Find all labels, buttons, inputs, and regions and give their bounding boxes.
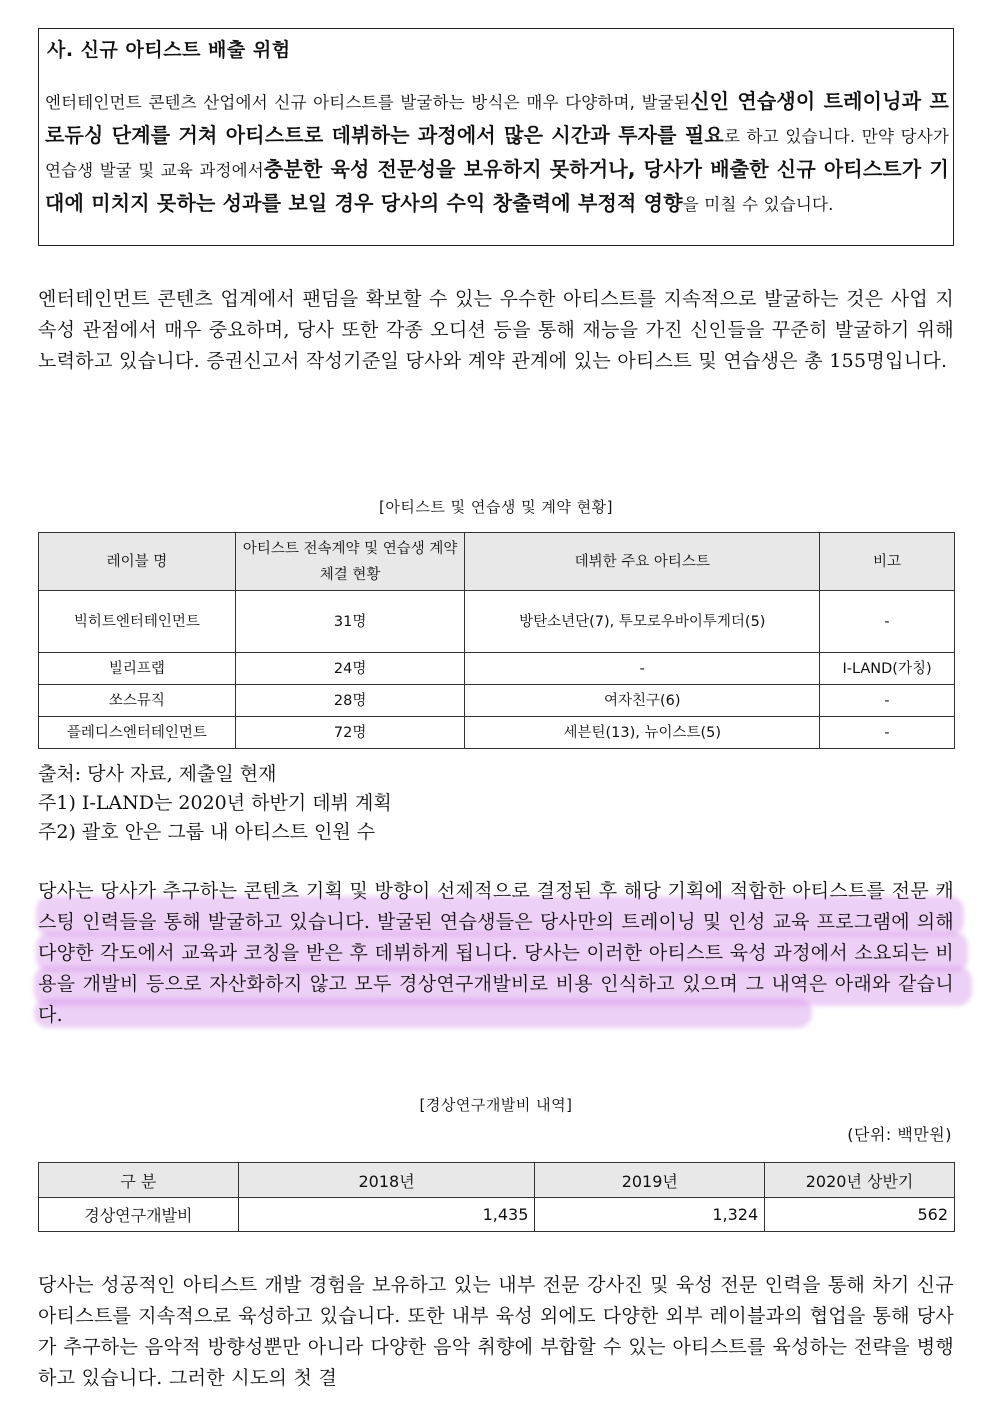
cell: 31명 — [235, 591, 465, 653]
artist-contract-table — [38, 532, 955, 749]
cell: 경상연구개발비 — [39, 1198, 239, 1232]
paragraph-training: 당사는 당사가 추구하는 콘텐츠 기획 및 방향이 선제적으로 결정된 후 해당 기획에 적합한 아티스트를 전문 캐스팅 인력들을 통해 발굴하고 있습니다. 발굴된 연습생들은 당사만의 트레이닝 및 인성 교육 프로그램에 의해 다양한 각도에서 교육과 코칭을 받은 후 데뷔하게 됩니다. 당사는 이러한 아티스트 육성 과정에서 소요되는 비용을 개발비 등으로 자산화하지 않고 모두 경상연구개발비로 비용 인식하고 있으며 그 내역은 아래와 같습니다. — [38, 880, 955, 1026]
header-contracts: 아티스트 전속계약 및 연습생 계약 체결 현황 — [235, 533, 465, 591]
cell: - — [820, 717, 955, 749]
risk-title: 사. 신규 아티스트 배출 위험 — [47, 39, 291, 61]
cell: - — [820, 591, 955, 653]
cell: 세븐틴(13), 뉴이스트(5) — [465, 717, 820, 749]
cell: 빅히트엔터테인먼트 — [39, 591, 236, 653]
risk-box — [38, 28, 954, 246]
table-notes — [38, 760, 392, 847]
header-2020h1: 2020년 상반기 — [765, 1163, 955, 1198]
note-source: 출처: 당사 자료, 제출일 현재 — [38, 763, 277, 785]
table-header-row — [39, 533, 955, 591]
table1-caption: [아티스트 및 연습생 및 계약 현황] — [379, 498, 613, 516]
risk-body — [45, 85, 949, 221]
table-row — [39, 653, 955, 685]
cell: 1,324 — [535, 1198, 765, 1232]
cell: 1,435 — [238, 1198, 535, 1232]
table-header-row — [39, 1163, 955, 1198]
cell: 방탄소년단(7), 투모로우바이투게더(5) — [465, 591, 820, 653]
cell: - — [820, 685, 955, 717]
header-category: 구 분 — [39, 1163, 239, 1198]
cell: 24명 — [235, 653, 465, 685]
risk-text-1: 엔터테인먼트 콘텐츠 산업에서 신규 아티스트를 발굴하는 방식은 매우 다양하며, 발굴된 — [45, 93, 691, 112]
table2-caption: [경상연구개발비 내역] — [419, 1096, 573, 1114]
header-artists: 데뷔한 주요 아티스트 — [465, 533, 820, 591]
risk-bold-2: 충분한 육성 전문성을 보유하지 못하거나, 당사가 배출한 신규 아티스트가 기대에 미치지 못하는 성과를 보일 경우 당사의 수익 창출력에 부정적 영향 — [45, 157, 949, 215]
risk-bold-1: 신인 연습생이 트레이닝과 프로듀싱 단계를 거쳐 아티스트로 데뷔하는 과정에서 많은 시간과 투자를 필요 — [45, 89, 949, 147]
table-row — [39, 591, 955, 653]
cell: 쏘스뮤직 — [39, 685, 236, 717]
header-remarks: 비고 — [820, 533, 955, 591]
paragraph-fandom: 엔터테인먼트 콘텐츠 업계에서 팬덤을 확보할 수 있는 우수한 아티스트를 지속적으로 발굴하는 것은 사업 지속성 관점에서 매우 중요하며, 당사 또한 각종 오디션 등을 통해 재능을 가진 신인들을 꾸준히 발굴하기 위해 노력하고 있습니다. 증권신고서 작성기준일 당사와 계약 관계에 있는 아티스트 및 연습생은 총 155명입니다. — [38, 288, 954, 372]
risk-text-2: 로 하고 있습니다. 만약 당사가 연습생 발굴 및 교육 과정에서 — [45, 127, 949, 180]
cell: 28명 — [235, 685, 465, 717]
header-2018: 2018년 — [238, 1163, 535, 1198]
cell: - — [465, 653, 820, 685]
header-label: 레이블 명 — [39, 533, 236, 591]
note-1: 주1) I-LAND는 2020년 하반기 데뷔 계획 — [38, 792, 392, 814]
unit-label: (단위: 백만원) — [847, 1125, 952, 1144]
cell: 빌리프랩 — [39, 653, 236, 685]
header-2019: 2019년 — [535, 1163, 765, 1198]
cell: 562 — [765, 1198, 955, 1232]
rd-expense-table — [38, 1162, 955, 1232]
table-row — [39, 685, 955, 717]
cell: 플레디스엔터테인먼트 — [39, 717, 236, 749]
cell: I-LAND(가칭) — [820, 653, 955, 685]
risk-text-3: 을 미칠 수 있습니다. — [682, 195, 834, 214]
table-row — [39, 1198, 955, 1232]
cell: 72명 — [235, 717, 465, 749]
cell: 여자친구(6) — [465, 685, 820, 717]
paragraph-development: 당사는 성공적인 아티스트 개발 경험을 보유하고 있는 내부 전문 강사진 및 육성 전문 인력을 통해 차기 신규 아티스트를 지속적으로 육성하고 있습니다. 또한 내부 육성 외에도 다양한 외부 레이블과의 협업을 통해 당사가 추구하는 음악적 방향성뿐만 아니라 다양한 음악 취향에 부합할 수 있는 아티스트를 육성하는 전략을 병행하고 있습니다. 그러한 시도의 첫 결 — [38, 1274, 954, 1389]
table-row — [39, 717, 955, 749]
note-2: 주2) 괄호 안은 그룹 내 아티스트 인원 수 — [38, 821, 376, 843]
